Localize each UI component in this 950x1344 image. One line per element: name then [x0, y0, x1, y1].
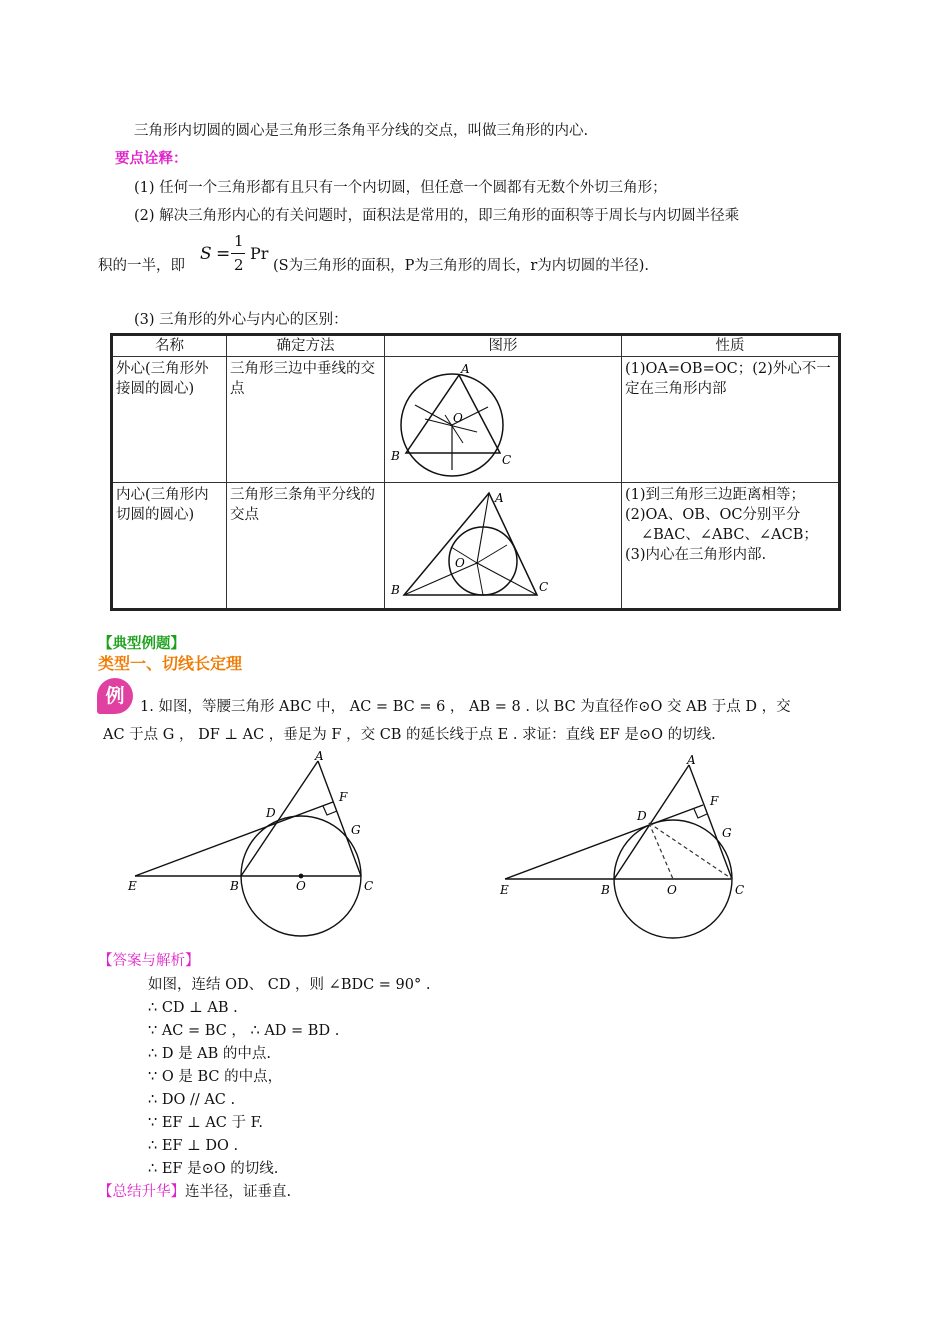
fig2-label-f: F — [710, 794, 719, 808]
fig1-label-c: C — [364, 879, 374, 893]
circum-label-b: B — [391, 449, 400, 463]
area-formula — [200, 232, 275, 278]
fig1-label-e: E — [128, 879, 137, 893]
incenter-method: 三角形三条角平分线的交点 — [230, 487, 375, 523]
formula-s: S — [200, 244, 212, 264]
problem-figure-2 — [495, 748, 765, 948]
circumcenter-property: (1)OA=OB=OC；(2)外心不一定在三角形内部 — [625, 361, 831, 397]
fig1-label-b: B — [230, 879, 239, 893]
circumcenter-name: 外心(三角形外接圆的圆心) — [116, 361, 209, 397]
incenter-figure — [385, 483, 622, 608]
circumcenter-method: 三角形三边中垂线的交点 — [230, 361, 375, 397]
answer-line-1: 如图，连结 OD、 CD ，则 ∠BDC = 90° . — [148, 977, 431, 993]
answer-line-4: ∴ D 是 AB 的中点. — [148, 1046, 272, 1062]
fig2-label-d: D — [637, 809, 647, 823]
examples-title: 【典型例题】 — [98, 635, 185, 652]
circum-label-a: A — [461, 362, 470, 376]
formula-denominator: 2 — [234, 256, 244, 274]
key-point-2: (2) 解决三角形内心的有关问题时，面积法是常用的，即三角形的面积等于周长与内切圆半径乘 — [134, 208, 740, 224]
key-points-title: 要点诠释： — [115, 150, 188, 167]
type1-title: 类型一、切线长定理 — [98, 654, 243, 673]
incenter-label-b: B — [391, 583, 400, 597]
summary-text: 连半径，证垂直. — [185, 1184, 292, 1200]
summary-title: 【总结升华】 — [98, 1184, 185, 1200]
fig1-label-a: A — [315, 749, 324, 763]
table-row-incenter — [112, 483, 840, 610]
incenter-property-4: (3)内心在三角形内部. — [625, 547, 767, 563]
key-point-2b-post: (S为三角形的面积，P为三角形的周长，r为内切圆的半径). — [273, 258, 650, 274]
incenter-property-2: (2)OA、OB、OC分别平分 — [625, 507, 801, 523]
comparison-table — [110, 333, 841, 611]
formula-equals: = — [216, 244, 231, 264]
fraction-bar — [231, 253, 245, 254]
header-method: 确定方法 — [227, 335, 385, 357]
circum-label-o: O — [453, 411, 463, 425]
key-point-2b-pre: 积的一半，即 — [98, 258, 185, 274]
formula-pr: Pr — [250, 244, 269, 263]
fig2-label-a: A — [687, 753, 696, 767]
answer-line-5: ∵ O 是 BC 的中点， — [148, 1069, 283, 1085]
header-figure: 图形 — [385, 335, 622, 357]
fig2-label-b: B — [601, 883, 610, 897]
answer-line-9: ∴ EF 是⊙O 的切线. — [148, 1161, 279, 1177]
table-row-circumcenter — [112, 357, 840, 483]
table-header-row — [112, 335, 840, 357]
fig1-label-g: G — [351, 823, 361, 837]
summary — [98, 1182, 291, 1202]
answer-line-6: ∴ DO // AC . — [148, 1092, 236, 1108]
answer-line-7: ∵ EF ⊥ AC 于 F. — [148, 1115, 264, 1131]
example-badge: 例 — [97, 678, 133, 714]
formula-numerator: 1 — [234, 232, 244, 250]
incenter-label-c: C — [539, 580, 549, 594]
header-name: 名称 — [112, 335, 227, 357]
fig2-label-e: E — [500, 883, 509, 897]
circumcenter-figure — [385, 357, 622, 482]
key-point-1: (1) 任何一个三角形都有且只有一个内切圆，但任意一个圆都有无数个外切三角形； — [134, 180, 667, 196]
incenter-label-o: O — [455, 556, 465, 570]
fig1-label-f: F — [339, 790, 348, 804]
fig1-label-o: O — [296, 879, 306, 893]
intro-text: 三角形内切圆的圆心是三角形三条角平分线的交点，叫做三角形的内心. — [134, 123, 589, 139]
answer-line-3: ∵ AC = BC ， ∴ AD = BD . — [148, 1023, 340, 1039]
key-point-3: (3) 三角形的外心与内心的区别： — [134, 312, 348, 328]
answer-line-8: ∴ EF ⊥ DO . — [148, 1138, 239, 1154]
circum-label-c: C — [502, 453, 512, 467]
fig2-label-g: G — [722, 826, 732, 840]
incenter-property-3: ∠BAC、∠ABC、∠ACB； — [641, 527, 818, 543]
fig2-label-o: O — [667, 883, 677, 897]
incenter-property-1: (1)到三角形三边距离相等； — [625, 487, 806, 503]
fig1-label-d: D — [266, 806, 276, 820]
fig2-label-c: C — [735, 883, 745, 897]
problem-line-2: AC 于点 G ， DF ⊥ AC ，垂足为 F ，交 CB 的延长线于点 E . 求证：直线 EF 是⊙O 的切线. — [103, 727, 716, 743]
incenter-name: 内心(三角形内切圆的圆心) — [116, 487, 209, 523]
header-property: 性质 — [622, 335, 840, 357]
answer-line-2: ∴ CD ⊥ AB . — [148, 1000, 238, 1016]
incenter-label-a: A — [495, 491, 504, 505]
answer-title: 【答案与解析】 — [98, 953, 200, 969]
problem-figure-1 — [120, 748, 390, 948]
problem-line-1: 1. 如图，等腰三角形 ABC 中， AC = BC = 6 ， AB = 8 . 以 BC 为直径作⊙O 交 AB 于点 D ，交 — [140, 699, 791, 715]
